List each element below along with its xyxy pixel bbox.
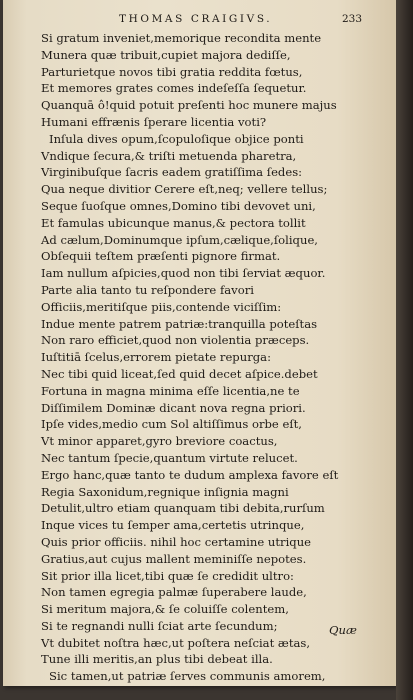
text-line: Si meritum majora,& ſe coluiſſe colentem, — [41, 602, 289, 617]
text-line: Sic tamen,ut patriæ ſerves communis amorem, — [49, 669, 326, 684]
text-line: Ipſe vides,medio cum Sol altiſſimus orbe eſt, — [41, 417, 302, 432]
book-edge-shadow — [396, 0, 413, 700]
text-line: Officiis,meritiſque piis,contende viciſſim: — [41, 299, 282, 314]
text-line: Quanquā ô!quid potuit preſenti hoc munere majus — [41, 98, 337, 113]
text-line: Virginibuſque ſacris eadem gratiſſima ſedes: — [41, 165, 303, 180]
text-line: Iam nullum aſpicies,quod non tibi ſerviat æquor. — [41, 266, 326, 281]
text-line: Sit prior illa licet,tibi quæ ſe credidit ultro: — [41, 568, 294, 583]
text-line: Obſequii teſtem præſenti pignore firmat. — [41, 249, 281, 264]
text-line: Vt minor apparet,gyro breviore coactus, — [41, 434, 278, 449]
text-line: Detulit,ultro etiam quanquam tibi debita,rurſum — [41, 501, 325, 516]
text-line: Iuſtitiā ſcelus,errorem pietate repurga: — [41, 350, 271, 365]
text-line: Indue mente patrem patriæ:tranquilla poteſtas — [41, 316, 318, 331]
text-line: Vt dubitet noſtra hæc,ut poſtera neſciat ætas, — [41, 635, 311, 650]
text-line: Parte alia tanto tu reſpondere favori — [41, 282, 254, 297]
text-line: Et memores grates comes indeſeſſa ſequetur. — [41, 81, 307, 96]
book-page — [3, 0, 396, 686]
text-line: Inſula dives opum,ſcopuloſique objice ponti — [49, 131, 304, 146]
text-line: Nec tantum ſpecie,quantum virtute relucet. — [41, 450, 298, 465]
text-line: Ad cælum,Dominumque ipſum,cælique,ſolique, — [41, 232, 318, 247]
text-line: Non tamen egregia palmæ ſuperabere laude, — [41, 585, 307, 600]
text-line: Qua neque divitior Cerere eſt,neq; vellere tellus; — [41, 182, 328, 197]
text-line: Fortuna in magna minima eſſe licentia,ne te — [41, 383, 300, 398]
text-line: Seque ſuoſque omnes,Domino tibi devovet uni, — [41, 198, 316, 213]
poem-text-block — [41, 30, 377, 685]
catchword: Quæ — [329, 623, 357, 637]
text-line: Humani effrænis ſperare licentia voti? — [41, 114, 267, 129]
text-line: Ergo hanc,quæ tanto te dudum amplexa favore eſt — [41, 467, 339, 482]
text-line: Si te regnandi nulli ſciat arte ſecundum; — [41, 618, 278, 633]
text-line: Et famulas ubicunque manus,& pectora tollit — [41, 215, 306, 230]
text-line: Gratius,aut cujus mallent meminiſſe nepotes. — [41, 551, 307, 566]
text-line: Munera quæ tribuit,cupiet majora dediſſe, — [41, 47, 291, 62]
text-line: Quis prior officiis. nihil hoc certamine utrique — [41, 534, 312, 549]
text-line: Diſſimilem Dominæ dicant nova regna priori. — [41, 400, 306, 415]
text-line: Si gratum inveniet,memorique recondita mente — [41, 31, 322, 45]
text-line: Vndique ſecura,& triſti metuenda pharetra, — [41, 148, 297, 163]
text-line: Nec tibi quid liceat,ſed quid decet aſpice.debet — [41, 366, 318, 381]
text-line: Parturietque novos tibi gratia reddita fœtus, — [41, 64, 303, 79]
text-line: Inque vices tu ſemper ama,certetis utrinque, — [41, 518, 305, 533]
text-line: Regia Saxonidum,regnique inſignia magni — [41, 484, 289, 499]
text-line: Tune illi meritis,an plus tibi debeat illa. — [41, 652, 273, 667]
running-head: THOMAS CRAIGIVS. — [119, 13, 273, 25]
page-number: 233 — [342, 13, 363, 25]
text-line: Non raro efficiet,quod non violentia præceps. — [41, 333, 310, 348]
